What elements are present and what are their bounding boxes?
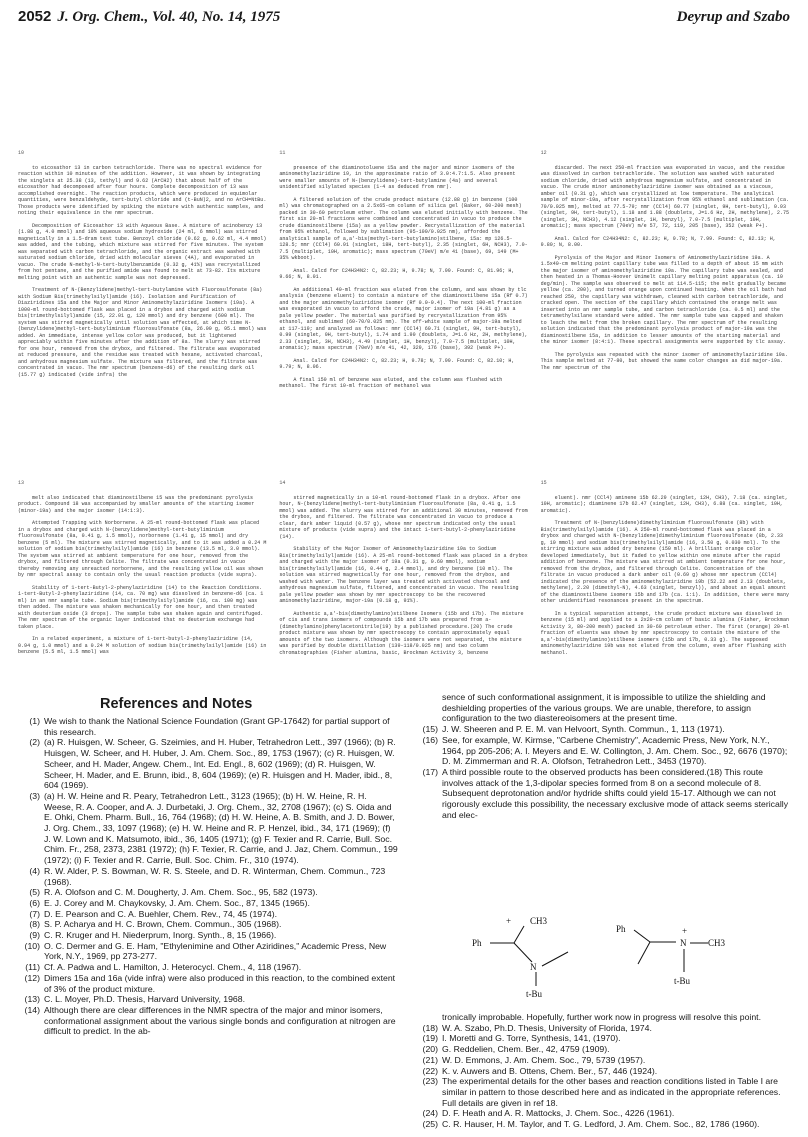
running-authors: Deyrup and Szabo [676, 9, 790, 25]
paragraph: An additional 40-ml fraction was eluted from the column, and was shown by tlc analysis (benzene eluent) to contain a mixture of the diaminostilbene 15a (Rf 0.7) and the major aminomethylaziridine isomer (Rf 0.0-0.4). The next 100-ml fraction was evaporated in vacuo to afford the crude, major isomer of 19a (4.81 g) as a pale yellow powder. The material was purified by recrystallization from 95% ethanol, and sublimed (60-70/0.025 nm). The off-white sample of major-19a melted at 117-119; and analyzed as follows: nmr (CCl4) 60.71 (singlet, 9H, tert-butyl), 0.99 (singlet, 9H, tert-butyl), 1.74 and 1.90 (doublets, J=1.6 Hz, 2H, methylene), 2.33 (singlet, 3H, NCH3), 4.49 (singlet, 1H, benzyl), 7.0-7.5 (multiplet, 10H, aromatic); mass spectrum (70eV) m/e 41, 42, 329, 176 (base), 392 (weak P+). [279, 286, 528, 351]
reference-number: (4) [29, 865, 40, 876]
paragraph: Authentic a,a'-bis(dimethylamino)stilbene Isomers (15b and 17b). The mixture of cis and trans isomers of compounds 15b and 17b was prepared from a-(dimethylamino)phenylacetonitrile(19) by a published procedure.(20) The crude product mixture was shown by nmr spectroscopy to contain approximately equal amounts of the two isomers. Although the isomers were not separated, the mixture was purified by double distillation (139-118/0.025 nm) and two column chromatographies (Fisher alumina, basic, Brockman Activity 3, benzene [279, 610, 524, 656]
right-n-label: N [680, 938, 687, 948]
reference-number: (20) [422, 1044, 438, 1055]
reference-text: C. R. Hauser, H. M. Taylor, and T. G. Ledford, J. Am. Chem. Soc., 82, 1786 (1960). [442, 1119, 760, 1130]
reference-item [18, 962, 398, 973]
reference-item [416, 724, 792, 735]
manuscript-page-number: 14 [279, 480, 286, 486]
reference-number: (16) [422, 734, 438, 745]
journal-citation: J. Org. Chem., Vol. 40, No. 14, 1975 [57, 9, 281, 25]
paragraph: Anal. Calcd for C24H34N2: C, 82.23; H, 9.78; N, 7.99. Found: C, 82.13; H, 9.80; N, 8.00. [540, 235, 776, 248]
reference-text: See, for example, W. Kirmse, "Carbene Chemistry", Academic Press, New York, N.Y., 1964, pp 205-206; A. I. Meyers and E. W. Collington, J. Am. Chem. Soc., 92, 6676 (1970); D. M. Zimmerman and R. A. Olofson, Tetrahedron Lett., 3453 (1970). [442, 734, 788, 767]
right-tbu-label: t-Bu [674, 976, 691, 986]
reference-number: (24) [422, 1108, 438, 1119]
reference-item [18, 994, 398, 1005]
reference-number: (23) [422, 1076, 438, 1087]
reference-item [416, 1076, 792, 1108]
reference-item [18, 866, 398, 887]
reference-text: (a) R. Huisgen, W. Scheer, G. Szeimies, and H. Huber, Tetrahedron Lett., 397 (1966); (b) R. Huisgen, W. Scheer, and H. Huber, J. Am. Chem. Soc., 89, 1753 (1967); (c) R. Huisgen, W. Scheer, and H. Mader, Angew. Chem., Int. Ed. Engl., 8, 602 (1969); (d) R. Huisgen, W. Scheer, H. Mader, and E. Brunn, ibid., 8, 604 (1969); (e) R. Huisgen and H. Mader, ibid., 8, 604 (1969). [44, 737, 396, 791]
left-plus: + [506, 916, 512, 926]
reference-number: (5) [29, 887, 40, 898]
reference-number: (17) [422, 766, 438, 777]
paragraph: discarded. The next 250-ml fraction was evaporated in vacuo, and the residue was dissolved in carbon tetrachloride. The solution was washed with saturated sodium chloride, dried with anhydrous magnesium sulfate, and concentrated in vacuo. The crude minor aminomethylaziridine isomer was obtained as a viscous, amber oil (0.31 g), which was crystallized at low temperature. The analytical sample of minor-19a, after recrystallization from 95% ethanol and sublimation (ca. 70/0.025 mm), melted at 77.5-79; nmr (CCl4) 60.77 (singlet, 9H, tert-butyl), 0.93 (singlet, 9H, tert-butyl), 1.18 and 1.88 (doublets, J=1.6 Hz, 2H, methylene), 2.75 (singlet, 3H, NCH3), 4.12 (singlet, 1H, benzyl), 7.0-7.5 (multiplet, 10H, aromatic); mass spectrum (70eV) m/e 57, 72, 119, 205 (base), 352 (weak P+). [540, 164, 790, 229]
experimental-column-3 [541, 150, 790, 438]
reference-continuation: sence of such conformational assignment, it is impossible to utilize the shielding and deshielding properties of the various groups. We are unable, therefore, to assign configuration to the two diastereoisomers at the present time. [442, 692, 766, 724]
reference-continuation: tronically improbable. Hopefully, further work now in progress will resolve this point. [442, 1012, 761, 1022]
reference-number: (18) [422, 1022, 438, 1033]
reference-number: (19) [422, 1033, 438, 1044]
reference-number: (6) [29, 897, 40, 908]
left-ch3-label: CH3 [530, 916, 548, 926]
page-number: 2052 [18, 8, 52, 25]
reference-item [416, 767, 792, 821]
left-bond [514, 926, 524, 943]
manuscript-page-number: 13 [18, 480, 25, 486]
reference-text: I. Moretti and G. Torre, Synthesis, 141, (1970). [442, 1033, 621, 1044]
paragraph: Anal. Calcd for C24H34N2: C, 82.23; H, 9.78; N, 7.99. Found: C, 81.96; H, 9.66; N, 8.01. [279, 267, 515, 280]
reference-number: (15) [422, 724, 438, 735]
reference-text: D. F. Heath and A. R. Mattocks, J. Chem. Soc., 4226 (1961). [442, 1108, 675, 1119]
reference-text: S. P. Acharya and H. C. Brown, Chem. Commun., 305 (1968). [44, 919, 282, 930]
left-bond [514, 943, 532, 962]
paragraph: In a typical separation attempt, the crude product mixture was dissolved in benzene (15 ml) and applied to a 2x20-cm column of basic alumina (Fisher, Brockman Activity 3, 80-200 mesh) packed in 30-60 petroleum ether. The first (orange) 20-ml fraction of eluents was shown by nmr spectroscopy to contain the mixture of the a,a'-bis(dimethylamino)stilbene isomers (15b and 17b, 0.33 g). The supposed aminomethylaziridine 19b was not eluted from the column, even after flushing with methanol. [540, 610, 790, 656]
reference-item [18, 791, 398, 866]
paragraph: to eicosathor 13 in carbon tetrachloride. There was no spectral evidence for reaction within 10 minutes of the addition. However, it was shown by integrating the singlets at 25.38 (13, tethyl) and 9.62 (ArCH2) that about half of the eicosathor had decomposed after four hours. Complete decomposition of 13 was accomplished overnight. The reaction products, which were produced in equimolar quantities, were benzaldehyde, tert-butyl chloride and (t-BuN)2, and no ArCH=NtBu. Those products were identified by spiking the mixture with authentic samples, and noting their equivalence in the nmr spectrum. [18, 164, 267, 216]
reference-number: (3) [29, 790, 40, 801]
references-right-column-bottom [416, 1012, 792, 1130]
left-ph-label: Ph [472, 938, 482, 948]
reference-item [18, 887, 398, 898]
reference-item [18, 973, 398, 994]
reference-text: G. Reddelien, Chem. Ber., 42, 4759 (1909). [442, 1044, 610, 1055]
experimental-column-2 [279, 150, 528, 438]
experimental-block-top [18, 150, 790, 438]
right-bond [638, 942, 650, 964]
paragraph: In a related experiment, a mixture of 1-tert-butyl-2-phenylaziridine (14, 0.94 g, 1.0 mmol) and a 0.24 M solution of sodium bis(trimethylsilyl)amide (16) in benzene (5.5 ml, 1.5 mmol) was [18, 636, 267, 655]
right-ch3-label: CH3 [708, 938, 726, 948]
reference-item [18, 1005, 398, 1037]
reference-item [416, 1023, 792, 1034]
reference-text: Dimers 15a and 16a (vide infra) were also produced in this reaction, to the combined extent of 3% of the product mixture. [44, 972, 396, 994]
reference-text: W. D. Emmons, J. Am. Chem. Soc., 79, 5739 (1957). [442, 1054, 646, 1065]
reference-text: Although there are clear differences in the NMR spectra of the major and minor isomers, conformational assignment about the various single bonds and configuration at nitrogen are difficult to predict. In the ab- [44, 1004, 396, 1037]
manuscript-page-number: 11 [279, 150, 286, 156]
reference-item [18, 909, 398, 920]
reference-number: (22) [422, 1065, 438, 1076]
manuscript-page-number: 15 [540, 480, 547, 486]
experimental-block-middle [18, 480, 790, 680]
paragraph: Treatment of N-(benzylidene)dimethyliminium fluorosulfonate (8b) with Bis(trimethylsilyl)amide (16). A 250-ml round-bottomed flask was placed in a drybox and charged with N-(benzylidene)dimethyliminium fluorosulfonate (8b, 2.33 g, 10 mmol) and sodium bis(trimethylsilyl)amide (16, 3.50 g, 0.030 mol). To the stirring mixture was added dry benzene (150 ml). A brilliant orange color developed immediately, but it faded to yellow within one minute after the rapid addition of benzene. The mixture was stirred at ambient temperature for one hour, removed from the drybox, and filtered through Celite. Concentration of the filtrate in vacuo produced a dark amber oil (0.69 g) whose nmr spectrum (CCl4) indicated the presence of the aminomethylaziridine 19b (52.22 and 2.13 (doublets, methylene), 2.20 (dimethyl-N), 4.63 (singlet, benzyl)), and about an equal amount of the diaminostilbene isomers 15b and 17b (ca. 1:1). In addition, there were many other unidentified resonances present in the spectrum. [540, 520, 790, 604]
reference-text: K. v. Auwers and B. Ottens, Chem. Ber., 57, 446 (1924). [442, 1065, 658, 1076]
references-right-column-top [416, 692, 792, 820]
reference-number: (8) [29, 919, 40, 930]
reference-item [18, 737, 398, 791]
paragraph: stirred magnetically in a 10-ml round-bottomed flask in a drybox. After one hour, N-(benzylidene)methyl-tert-butyliminium fluorosulfonate (8a, 0.41 g, 1.5 mmol) was added. The slurry was stirred for an additional 30 minutes, removed from the drybox, and filtered. The filtrate was concentrated in vacuo to produce a clear, dark amber liquid (0.57 g), whose nmr spectrum indicated only the usual mixture of products (vide supra) and the intact 1-tert-butyl-2-phenylaziridine (14). [279, 494, 528, 540]
reference-number: (13) [24, 994, 40, 1005]
reference-item [416, 1066, 792, 1077]
left-bond [542, 952, 568, 966]
paragraph: eluent). nmr (CCl4) aminene 15b 62.29 (singlet, 12H, CH3), 7.18 (ca. singlet, 10H, aromatic); diaminene 17b 62.47 (singlet, 12H, CH3), 6.88 (ca. singlet, 10H, aromatic). [540, 494, 788, 514]
reference-text: O. C. Dermer and G. E. Ham, "Ethylenimine and Other Aziridines," Academic Press, New York, N.Y., 1969, pp 273-277. [44, 940, 387, 962]
reference-number: (11) [25, 962, 40, 973]
paragraph: Treatment of N-(Benzylidene)methyl-tert-butylamine with Fluorosulfonate (8a) with Sodium Bis(trimethylsilyl)amide (16). Isolation and Purification of Diaziridines 15a and the Major and Minor Aminomethylaziridine Isomers (19a). A 1000-ml round-bottomed flask was placed in a drybox and charged with sodium bis(trimethylsilyl)amide (15, 22.01 g, 120 mmol) and dry benzene (600 ml). The system was stirred magnetically until solution was effected, at which time N-(benzylidene)methyl-tert-butyliminium fluorosulfonate (8a, 26.00 g, 95.1 mmol) was added. An immediate, intense yellow color was produced, but it lightened appreciably within five minutes after the addition of 8a. The slurry was stirred for one hour, removed from the drybox, and filtered. The filtrate was evaporated at reduced pressure, and the residue was treated with hexane, activated charcoal, and anhydrous magnesium sulfate. The mixture was filtered, and the filtrate was concentrated in vacuo. The nmr spectrum (benzene-d6) of the resulting dark oil (15.77 g) indicated (vide infra) the [18, 287, 267, 378]
references-left-column [18, 716, 398, 1037]
right-plus: + [682, 926, 688, 936]
reference-item [416, 1044, 792, 1055]
paragraph: A final 150 ml of benzene was eluted, and the column was flushed with methanol. The first 10-ml fraction of methanol was [279, 376, 503, 389]
reference-text: C. R. Kruger and H. Niederprum, Inorg. Synth., 8, 15 (1966). [44, 930, 277, 941]
reference-text: (a) H. W. Heine and R. Peary, Tetrahedron Lett., 3123 (1965); (b) H. W. Heine, R. H. Weese, R. A. Cooper, and A. J. Durbetaki, J. Org. Chem., 32, 2708 (1967); (c) S. Oida and E. Ohki, Chem. Pharm. Bull., 16, 764 (1968); (d) H. W. Heine, A. B. Smith, and J. D. Bower, J. Org. Chem., 33, 1097 (1968); (e) H. W. Heine and R. P. Henzel, ibid., 34, 171 (1969); (f) J. W. Lown and K. Matsumoto, ibid., 36, 1405 (1971); (g) F. Texier and R. Carrie, Bull. Soc. Chim. Fr., 258, 2373, 2381 (1972); (h) F. Texier, R. Carrie, and J. Jaz, Chem. Commun., 199 (1972); (i) F. Texier and R. Carrie, Bull. Soc. Chim. Fr., 310 (1974). [44, 790, 398, 866]
reference-text: C. L. Moyer, Ph.D. Thesis, Harvard University, 1968. [44, 994, 246, 1005]
reference-number: (7) [29, 908, 40, 919]
paragraph: Stability of 1-tert-Butyl-2-phenylaziridine (14) to the Reaction Conditions. 1-tert-Butyl-2-phenylaziridine (14, ca. 70 mg) was dissolved in benzene-d6 (ca. 1 ml) in an nmr sample tube. Sodium bis(trimethylsilyl)amide (16, ca. 100 mg) was then added. The mixture was shaken mechanically for one hour, and then treated with deuterium oxide (3 drops). The sample tube was shaken again and centrifuged. The nmr spectrum of the organic layer indicated that no deuterium exchange had taken place. [18, 584, 264, 630]
paragraph: A filtered solution of the crude product mixture (12.88 g) in benzene (100 ml) was chromatographed on a 2.5x65-cm column of silica gel (Baker, 60-200 mesh) packed in 30-60 petroleum ether. The column was eluted initially with benzene. The first six 20-ml fractions were combined and concentrated in vacuo to produce the crude diaminostilbene (15a) as a yellow powder. Recrystallization of the material from 95% ethanol, followed by sublimation (95-100/0.025 nm), afforded the analytical sample of a,a'-bis(methyl-tert-butylamino)stilbene, 15a: mp 126.5-128.5; nmr (CCl4) 60.91 (singlet, 18H, tert-butyl), 2.35 (singlet, 6H, NCH3), 7.0-7.5 (multiplet, 10H, aromatic); mass spectrum (70eV) m/e 41 (base), 69, 149 (M+ 35% wkboot). [279, 196, 528, 261]
reference-number: (9) [29, 930, 40, 941]
chemical-structure [468, 902, 728, 1002]
reference-number: (10) [24, 940, 40, 951]
reference-number: (25) [422, 1119, 438, 1130]
page-header [18, 8, 790, 32]
reference-item [416, 735, 792, 767]
reference-text: A third possible route to the observed products has been considered.(18) This route involves attack of the 1,3-dipolar species formed from 8 on a second molecule of 8. Subsequent deprotonation and/or hydride shifts could yield 15-17. Although we can not rigorously exclude this possibility, the necessary exclusive mode of attack seems sterically and elec- [442, 766, 789, 820]
reference-text: D. E. Pearson and C. A. Buehler, Chem. Rev., 74, 45 (1974). [44, 908, 278, 919]
paragraph: melt also indicated that diaminostilbene 15 was the predominant pyrolysis product. Compound 18 was accompanied by smaller amounts of the starting isomer (minor-19a) and the major isomer (14:1:3). [18, 494, 255, 514]
experimental-column-2 [279, 480, 528, 680]
reference-item [18, 941, 398, 962]
reference-item [416, 1033, 792, 1044]
experimental-column-1 [18, 150, 267, 438]
reference-item [416, 1055, 792, 1066]
manuscript-page-number: 12 [540, 150, 547, 156]
paragraph: Anal. Calcd for C24H34N2: C, 82.23; H, 9.78; N, 7.99. Found: C, 82.10; H, 9.79; N, 8.06. [279, 357, 515, 370]
paragraph: Stability of the Major Isomer of Aminomethylaziridine 19a to Sodium Bis(trimethylsilyl)amide (16). A 25-ml round-bottomed flask was placed in a drybox and charged with the major isomer of 19a (0.31 g, 0.60 mmol), sodium bis(trimethylsilyl)amide (16, 0.44 g, 2.4 mmol), and dry benzene (10 ml). The solution was stirred magnetically for one hour, removed from the drybox, and washed with water. The benzene layer was treated with activated charcoal and anhydrous magnesium sulfate, filtered, and concentrated in vacuo. The resulting pale yellow powder was shown by nmr spectroscopy to be the recovered aminomethylaziridine, major-19a (0.18 g, 91%). [279, 546, 528, 604]
reference-number: (12) [24, 972, 40, 983]
experimental-column-1 [18, 480, 267, 680]
reference-number: (14) [24, 1004, 40, 1015]
reference-text: R. W. Alder, P. S. Bowman, W. R. S. Steele, and D. R. Winterman, Chem. Commun., 723 (1968). [44, 865, 386, 887]
reference-text: R. A. Olofson and C. M. Dougherty, J. Am. Chem. Soc., 95, 582 (1973). [44, 887, 318, 898]
paragraph: Decomposition of Eicosathor 13 with Aqueous Base. A mixture of acinobenzy 13 (1.88 g, 4.0 mmol) and 10% aqueous sodium hydroxide (24 ml, 6 mmol) was stirred magnetically in a 1.5-dram test tube. Benzoyl chloride (0.62 g, 0.62 ml, 4.4 mmol) was added, and the tubing, which mixture was stirred for five minutes. The system was separated with carbon tetrachloride, and the organic extract was washed with saturated sodium chloride, dried with molecular sieves (4A), and evaporated in vacuo. The crude N-methyl-N-tert-butylbenzamide (0.32 g, 41%) was recrystallized from hot pentane, and the purified amide was found to melt at 73-82. Its mixture melting point with an authentic sample was not depressed. [18, 222, 267, 281]
reference-item [416, 1119, 792, 1130]
left-tbu-label: t-Bu [526, 989, 543, 999]
reference-item [18, 919, 398, 930]
paragraph: Attempted Trapping with Norbornene. A 25-ml round-bottomed flask was placed in a drybox and charged with N-(benzylidene)methyl-tert-butyliminium fluorosulfonate (8a, 0.41 g, 1.5 mmol), norbornene (1.41 g, 15 mmol) and dry benzene (5 ml). The mixture was stirred magnetically, and to it was added a 0.24 M solution of sodium bis(trimethylsilyl)amide (16) in benzene (13.5 ml, 3.0 mmol). The system was stirred at ambient temperature for one hour, removed from the drybox, and filtered through Celite. The filtrate was concentrated in vacuo thereby removing any unreacted norbornene, and the resulting yellow oil was shown by nmr spectral assay to contain only the usual reaction products (vide supra). [18, 520, 267, 578]
reference-item [18, 898, 398, 909]
reference-text: J. W. Sheeren and P. E. M. van Helvoort, Synth. Commun., 1, 113 (1971). [442, 724, 725, 735]
reference-item [18, 930, 398, 941]
paragraph: presence of the diaminotoluene 15a and the major and minor isomers of the aminomethylaziridine 19, in the approximate ratio of 3.0:4.7:1.5. Also present were smaller amounts of N-(benzylidene)-tert-butylamine (4a) and several unidentified silylated species (1-4 as deduced from nmr). [279, 164, 516, 190]
paragraph: Pyrolysis of the Major and Minor Isomers of Aminomethylaziridine 19a. A 1.5x40-cm melting point capillary tube was filled to a depth of about 15 mm with the major isomer of aminomethylaziridine 19a. The capillary tube was sealed, and then heated in a Thomas-Hoover Unimelt capillary melting point apparatus (ca. 10 deg/min). The sample was observed to melt at 114.5-115; the melt gradually became yellow (ca. 200), and turned orange upon continued heating. When the oil bath had reached 250, the capillary was withdrawn, cleaned with carbon tetrachloride, and cracked open. The section of the capillary which contained the orange melt was inserted into an nmr sample tube, and carbon tetrachloride (ca. 0.5 ml) and the tetramethylsilane standard were added. The nmr sample tube was capped and shaken to leach the melt from the broken capillary. The nmr spectrum of the resulting solution indicated that the predominant pyrolysis product of major-19a was the diaminostilbene 15a, in addition to lesser amounts of the starting material and the minor isomer (8:4:1). These spectral assignments were supported by tlc assay. [540, 254, 786, 345]
reference-text: Cf. A. Padwa and L. Hamilton, J. Heterocycl. Chem., 4, 118 (1967). [44, 962, 302, 973]
references-title: References and Notes [100, 696, 253, 712]
reference-item [18, 716, 398, 737]
manuscript-page-number: 10 [18, 150, 25, 156]
reference-text: E. J. Corey and M. Chaykovsky, J. Am. Chem. Soc., 87, 1345 (1965). [44, 897, 310, 908]
reference-text: W. A. Szabo, Ph.D. Thesis, University of Florida, 1974. [442, 1022, 652, 1033]
reference-number: (2) [29, 737, 40, 748]
paragraph: The pyrolysis was repeated with the minor isomer of aminomethylaziridine 19a. This sample melted at 77-80, but showed the same color changes as did major-19a. The nmr spectrum of the [540, 351, 788, 371]
reference-text: The experimental details for the other bases and reaction conditions listed in Table I are similar in pattern to those described here and as indicated in the appropriate references. Full details are given in ref 18. [442, 1076, 781, 1108]
left-n-label: N [530, 962, 537, 972]
right-ph-label: Ph [616, 924, 626, 934]
experimental-column-3 [541, 480, 790, 680]
reference-number: (1) [29, 716, 40, 726]
right-bond [634, 930, 650, 942]
reference-item [416, 1108, 792, 1119]
reference-number: (21) [422, 1054, 438, 1065]
reference-text: We wish to thank the National Science Foundation (Grant GP-17642) for partial support of this research. [44, 716, 390, 737]
